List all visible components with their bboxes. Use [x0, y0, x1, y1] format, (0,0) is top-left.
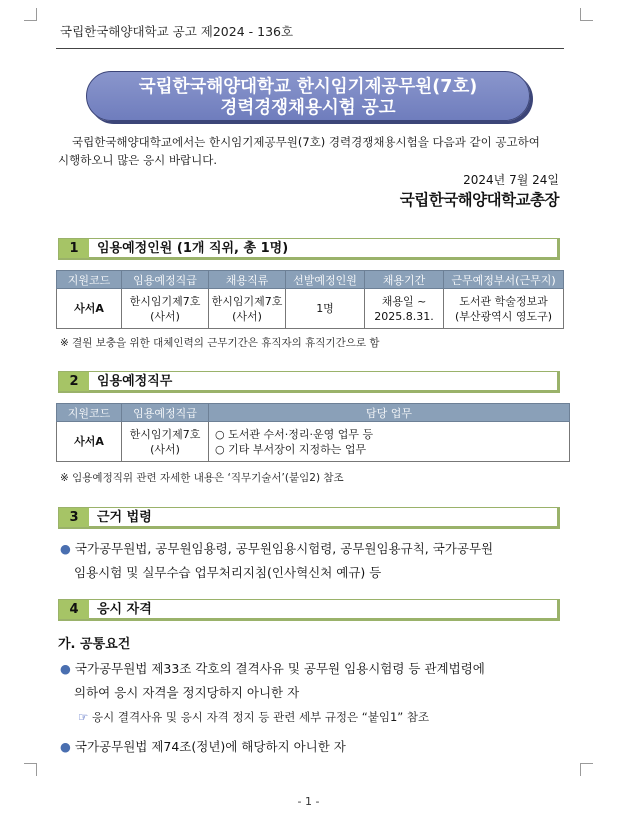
table-cell: [444, 289, 564, 329]
table-cell: [209, 422, 570, 462]
cell-line: (사서): [232, 309, 262, 323]
cell-line: (사서): [150, 309, 180, 323]
section-number: 3: [59, 508, 89, 527]
section-3-header: [58, 507, 560, 529]
signer: 국립한국해양대학교총장: [399, 191, 559, 209]
table-cell: [122, 289, 209, 329]
section-title: 임용예정직무: [97, 374, 173, 389]
table-header: 선발예정인원: [286, 271, 365, 289]
duty-line: ○ 도서관 수서·정리·운영 업무 등: [215, 427, 374, 441]
requirement-text: 국가공무원법 제74조(정년)에 해당하지 아니한 자: [74, 739, 346, 754]
table1-note: ※ 결원 보충을 위한 대체인력의 근무기간은 휴직자의 휴직기간으로 함: [60, 337, 380, 349]
crop-mark-top-left: [24, 8, 37, 21]
crop-mark-top-right: [580, 8, 593, 21]
section-1-header: [58, 238, 560, 260]
law-list-item: [60, 537, 565, 585]
requirement-line-2: 의하여 응시 자격을 정지당하지 아니한 자: [74, 685, 300, 700]
law-line-2: 임용시험 및 실무수습 업무처리지침(인사혁신처 예규) 등: [74, 565, 382, 580]
bullet-icon: ●: [60, 661, 71, 676]
page-number: - 1 -: [297, 795, 320, 808]
table-cell: [209, 289, 286, 329]
table-header: 채용직류: [209, 271, 286, 289]
cell-line: 한시임기제7호: [129, 294, 201, 308]
table-header: 지원코드: [57, 404, 122, 422]
cell-line: (사서): [150, 442, 180, 456]
cell-line: 채용일 ~: [381, 294, 427, 308]
subsection-heading: 가. 공통요건: [58, 637, 131, 652]
duty-line: ○ 기타 부서장이 지정하는 업무: [215, 442, 367, 456]
table-cell: 사서A: [57, 289, 122, 329]
crop-mark-bottom-right: [580, 763, 593, 776]
table-header: 담당 업무: [209, 404, 570, 422]
table-header: 임용예정직급: [122, 404, 209, 422]
reference-note: [78, 709, 429, 725]
table2-note: ※ 임용예정직위 관련 자세한 내용은 ‘직무기술서’(붙임2) 참조: [60, 472, 344, 484]
law-line-1: 국가공무원법, 공무원임용령, 공무원임용시험령, 공무원임용규칙, 국가공무원: [74, 541, 494, 556]
section-4-header: [58, 599, 560, 621]
table-cell: 1명: [286, 289, 365, 329]
header-divider: [56, 48, 564, 49]
title-banner: [86, 71, 530, 121]
cell-line: 2025.8.31.: [374, 309, 434, 323]
cell-line: 한시임기제7호: [211, 294, 283, 308]
announcement-date: 2024년 7월 24일: [463, 173, 559, 187]
table-header: 임용예정직급: [122, 271, 209, 289]
table-header: 채용기간: [365, 271, 444, 289]
intro-paragraph: [58, 133, 560, 169]
table-cell: 사서A: [57, 422, 122, 462]
requirement-item-2: [60, 735, 565, 759]
crop-mark-bottom-left: [24, 763, 37, 776]
requirement-line-1: 국가공무원법 제33조 각호의 결격사유 및 공무원 임용시험령 등 관계법령에: [74, 661, 485, 676]
positions-table: [56, 270, 564, 329]
duties-table: [56, 403, 570, 462]
section-number: 2: [59, 372, 89, 391]
table-header: 지원코드: [57, 271, 122, 289]
cell-line: (부산광역시 영도구): [454, 309, 553, 323]
cell-line: 한시임기제7호: [129, 427, 201, 441]
cell-line: 도서관 학술정보과: [459, 294, 548, 308]
section-number: 1: [59, 239, 89, 258]
title-line-2: 경력경쟁채용시험 공고: [220, 98, 396, 118]
section-title: 근거 법령: [97, 510, 152, 525]
pointing-hand-icon: ☞: [78, 710, 89, 724]
section-number: 4: [59, 600, 89, 619]
bullet-icon: ●: [60, 541, 71, 556]
table-cell: [365, 289, 444, 329]
section-title: 임용예정인원 (1개 직위, 총 1명): [97, 241, 289, 256]
intro-line-1: 국립한국해양대학교에서는 한시임기제공무원(7호) 경력경쟁채용시험을 다음과 같이 공고하여: [72, 135, 540, 149]
section-title: 응시 자격: [97, 602, 152, 617]
table-header: 근무예정부서(근무지): [444, 271, 564, 289]
document-number: 국립한국해양대학교 공고 제2024 - 136호: [60, 24, 294, 39]
reference-text: 응시 결격사유 및 응시 자격 정지 등 관련 세부 규정은 “붙임1” 참조: [91, 710, 430, 724]
requirement-item-1: [60, 657, 565, 705]
section-2-header: [58, 371, 560, 393]
intro-line-2: 시행하오니 많은 응시 바랍니다.: [58, 153, 218, 167]
title-line-1: 국립한국해양대학교 한시임기제공무원(7호): [138, 77, 478, 97]
bullet-icon: ●: [60, 739, 71, 754]
table-cell: [122, 422, 209, 462]
